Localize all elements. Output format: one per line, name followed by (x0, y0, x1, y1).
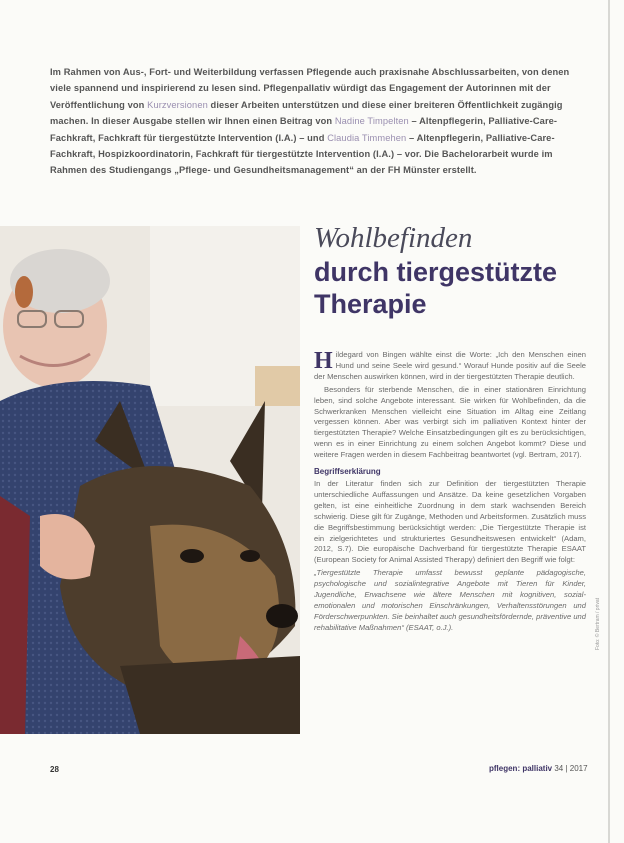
journal-name: pflegen: palliativ (489, 764, 553, 773)
dog-photo (0, 226, 300, 734)
intro-highlight-3: Claudia Timmehen (327, 132, 407, 143)
intro-highlight-2: Nadine Timpelten (334, 116, 409, 127)
paragraph-1 (314, 350, 586, 383)
intro-part-4: – Altenpflegerin, Palliative-Care-Fachkraft, Hospizkoordinatorin, Fachkraft für tiergestützte Intervention (I.A.) – vor. Die Bachelorarbeit wurde im Rahmen des Studiengangs „Pflege- und Gesundheitsmanagement“ an der FH Münster erstellt. (50, 132, 555, 176)
intro-text (50, 64, 570, 179)
section-heading: Begriffserklärung (314, 467, 381, 477)
article-body (314, 350, 586, 636)
dog-and-woman-illustration (0, 226, 300, 734)
article-title-line1: Wohlbefinden (314, 222, 473, 254)
intro-part-3: – Altenpflegerin, Palliative-Care-Fachkraft, Fachkraft für tiergestützte Intervention (I.A.) – und (50, 116, 558, 143)
article-title-line2: durch tiergestützte Therapie (314, 257, 558, 319)
drop-cap: H (314, 348, 333, 374)
paragraph-3: In der Literatur finden sich zur Definition der tiergestützten Therapie unterschiedliche Auffassungen und Ansätze. Da keine gesetzlichen Vorgaben gelten, ist eine einheitliche Zuordnung in dem stark wachsenden Bereich schwierig. Diese gilt für Zugänge, Methoden und Arbeitsformen. Zusätzlich muss die Begriffsbestimmung berücksichtigt werden: „Die Tiergestützte Therapie ist ein zielgerichtetes und strukturiertes Gesundheitswesen entwickelt“ (Adam, 2012, S.7). Die europäische Dachverband für tiergestützte Therapie ESAAT (European Society for Animal Assisted Therapy) definiert den Begriff wie folgt: (314, 478, 586, 565)
intro-part-1: Im Rahmen von Aus-, Fort- und Weiterbildung verfassen Pflegende auch praxisnahe Abschlussarbeiten, von denen viele spannend und inspirierend zu lesen sind. Pflegenpallativ würdigt das Engagement der Autorinnen mit der Veröffentlichung von (50, 67, 570, 110)
photo-credit: Foto: © Bertram / privat (595, 597, 601, 650)
paragraph-1-text: ildegard von Bingen wählte einst die Worte: „Ich den Menschen einen Hund und seine Seele wird gesund.“ Worauf Hunde positiv auf die Seele der Menschen auswirken können, wird in der tiergestützten Therapie deutlich. (314, 350, 586, 381)
definition-quote: „Tiergestützte Therapie umfasst bewusst geplante pädagogische, psychologische und sozialintegrative Angebote mit Tieren für Kinder, Jugendliche, Erwachsene wie ältere Menschen mit kognitiven, sozial-emotionalen und motorischen Einschränkungen, Verhaltensstörungen und Förderschwerpunkten. Sie beinhaltet auch gesundheitsfördernde, präventive und rehabilitative Maßnahmen“ (ESAAT, o.J.). (314, 568, 586, 632)
intro-highlight-1: Kurzversionen (147, 99, 208, 110)
page-edge (608, 0, 610, 843)
journal-footer (489, 764, 588, 773)
paragraph-2: Besonders für sterbende Menschen, die in einer stationären Einrichtung leben, sind solche Angebote interessant. Sie wirken für Wohlbefinden, da die Schwerkranken Menschen vielleicht eine Situation im Alltag eine Zeitlang vergessen können. Aber was verbirgt sich im palliativen Kontext hinter der tiergestützten Therapie? Welche Einsatzbedingungen gilt es zu berücksichtigen, wenn es in einer Einrichtung zu einem solchen Angebot kommt? Diese und weitere Fragen werden in diesem Fachbeitrag beantwortet (vgl. Bertram, 2017). (314, 384, 586, 460)
page-number: 28 (50, 765, 59, 774)
intro-part-2: dieser Arbeiten unterstützen und diese einer breiteren Öffentlichkeit zugängig machen. In dieser Ausgabe stellen wir Ihnen einen Beitrag von (50, 99, 563, 127)
journal-issue: 34 | 2017 (554, 764, 588, 773)
